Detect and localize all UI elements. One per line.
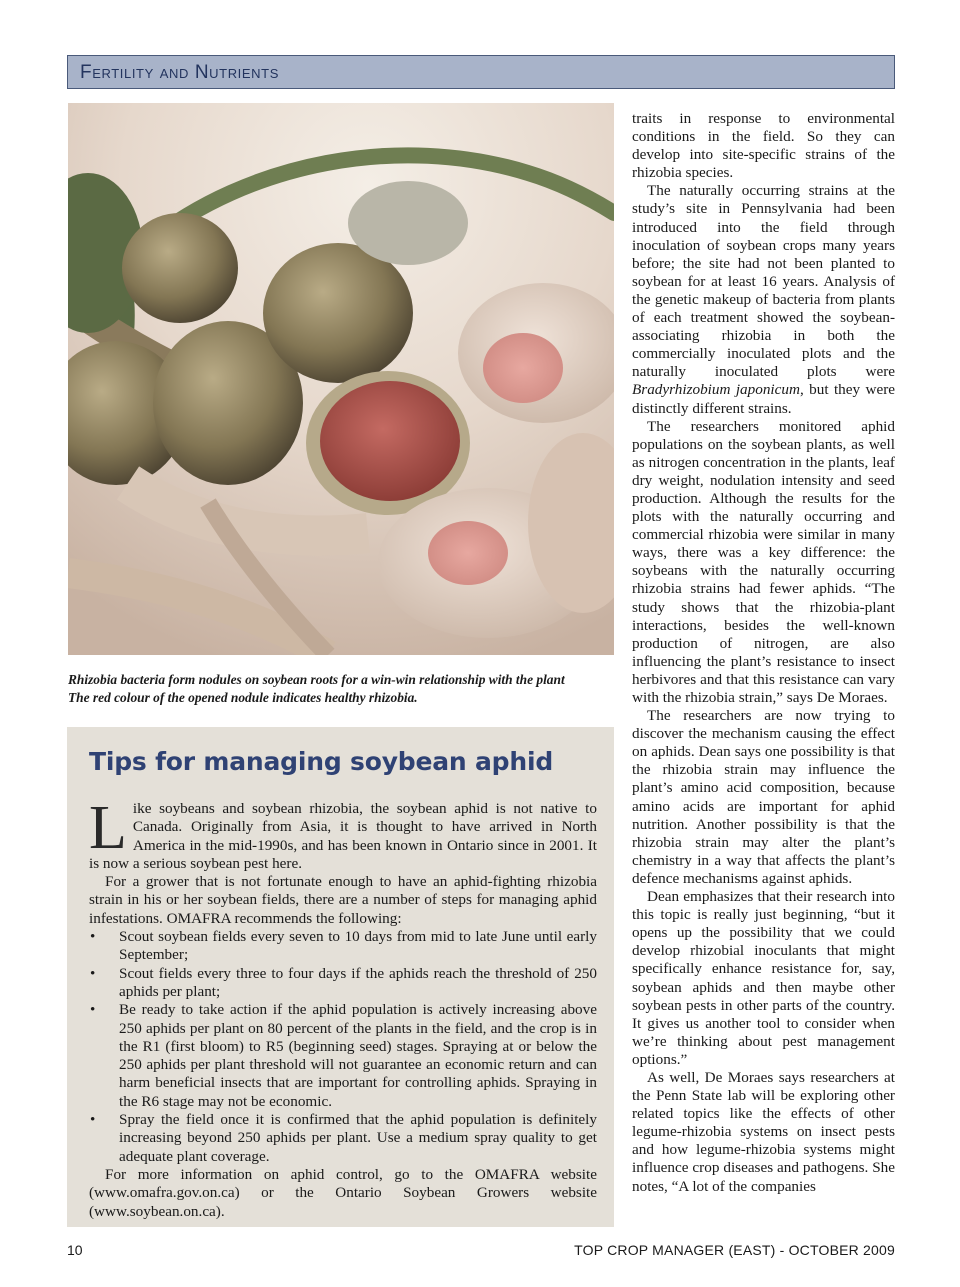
article-para-5: Dean emphasizes that their research into this topic is really just beginning, “but it opens up the possibility that we could develop rhizobial inoculants that might specifically enhance resistance for, say, soybean aphids and then maybe other soybean pests in other parts of the country. It gives us another tool to consider when we’re thinking about pest management options.” (632, 888, 895, 1068)
article-para-2-text: The naturally occurring strains at the study’s site in Pennsylvania had been introduced into the field through inoculation of soybean crops many years before; the site had not been planted to soybean for at least 16 years. Analysis of the genetic makeup of bacteria from plants of each treatment showed the soybean-associating rhizobia in both the commercially inoculated plots and the naturally inoculated plots were (632, 182, 895, 381)
bullet-item: • Spray the field once it is confirmed that the aphid population is definitely increasing beyond 250 aphids per plant. Use a medium spray quality to get adequate plant coverage. (89, 1111, 597, 1166)
section-title: Fertility and Nutrients (80, 62, 279, 83)
species-name: Bradyrhizobium japonicum (632, 381, 800, 399)
tips-para-2: For a grower that is not fortunate enough to have an aphid-fighting rhizobia strain in his or her soybean fields, there are a number of steps for managing aphid infestations. OMAFRA recommends the following: (89, 873, 597, 927)
tips-intro-text: ike soybeans and soybean rhizobia, the soybean aphid is not native to Canada. Originally from Asia, it is thought to have arrived in North America in the mid-1990s, and has been known in Ontario since in 2001. It is now a serious soybean pest here. (89, 800, 597, 872)
photo-caption (68, 671, 628, 707)
section-header (67, 55, 895, 89)
drop-cap: L (89, 794, 127, 862)
tips-bullet-list (89, 928, 597, 1166)
article-para-4: The researchers are now trying to discover the mechanism causing the effect on aphids. Dean says one possibility is that the rhizobia strain may influence the plant’s amino acid composition, because amino acids are important for aphid nutrition. Another possibility is that the rhizobia strain may alter the plant’s chemistry in a way that affects the plant’s defence mechanisms against aphids. (632, 707, 895, 887)
caption-line-2: The red colour of the opened nodule indicates healthy rhizobia. (68, 690, 418, 705)
article-para-1: traits in response to environmental conditions in the field. So they can develop into site-specific strains of the rhizobia species. (632, 110, 895, 182)
bullet-item: • Scout fields every three to four days if the aphids reach the threshold of 250 aphids per plant; (89, 965, 597, 1002)
article-para-2-end: , but they were distinctly different strains. (632, 381, 896, 417)
caption-line-1: Rhizobia bacteria form nodules on soybean roots for a win-win relationship with the plant (68, 672, 565, 687)
tips-body (89, 794, 597, 1221)
article-para-6: As well, De Moraes says researchers at the Penn State lab will be exploring other related topics like the effects of other legume-rhizobia systems on insect pests and how legume-rhizobia systems might influence crop diseases and pathogens. She notes, “A lot of the companies (632, 1068, 895, 1195)
tips-intro (89, 794, 597, 873)
article-para-2 (632, 182, 895, 417)
bullet-item: • Scout soybean fields every seven to 10 days from mid to late June until early September; (89, 928, 597, 965)
tips-title: Tips for managing soybean aphid (89, 747, 554, 776)
tips-closing: For more information on aphid control, go to the OMAFRA website (www.omafra.gov.on.ca) or the Ontario Soybean Growers website (www.soybean.on.ca). (89, 1165, 597, 1220)
article-column (632, 110, 895, 1196)
tips-sidebar (67, 727, 614, 1227)
page-number: 10 (67, 1242, 83, 1258)
nodule-photo (68, 103, 614, 655)
article-para-3: The researchers monitored aphid populations on the soybean plants, as well as nitrogen concentration in the plants, leaf dry weight, nodulation intensity and seed production. Although the results for the plots with the naturally occurring and commercial rhizobia were similar in many ways, there was a key difference: the soybeans with the naturally occurring rhizobia strains had fewer aphids. “The study shows that the rhizobia-plant interactions, besides the well-known production of nitrogen, are also influencing the plant’s resistance to insect herbivores and that this resistance can vary with the rhizobia strain,” says De Moraes. (632, 417, 895, 706)
bullet-item: • Be ready to take action if the aphid population is actively increasing above 250 aphids per plant on 80 percent of the plants in the field, and the crop is in the R1 (first bloom) to R5 (beginning seed) stages. Spraying at or below the 250 aphids per plant threshold will not guarantee an economic return and can harm beneficial insects that are important for controlling aphids. Spraying in the R6 stage may not be economic. (89, 1001, 597, 1111)
publication-footer: TOP CROP MANAGER (EAST) - OCTOBER 2009 (574, 1242, 895, 1258)
